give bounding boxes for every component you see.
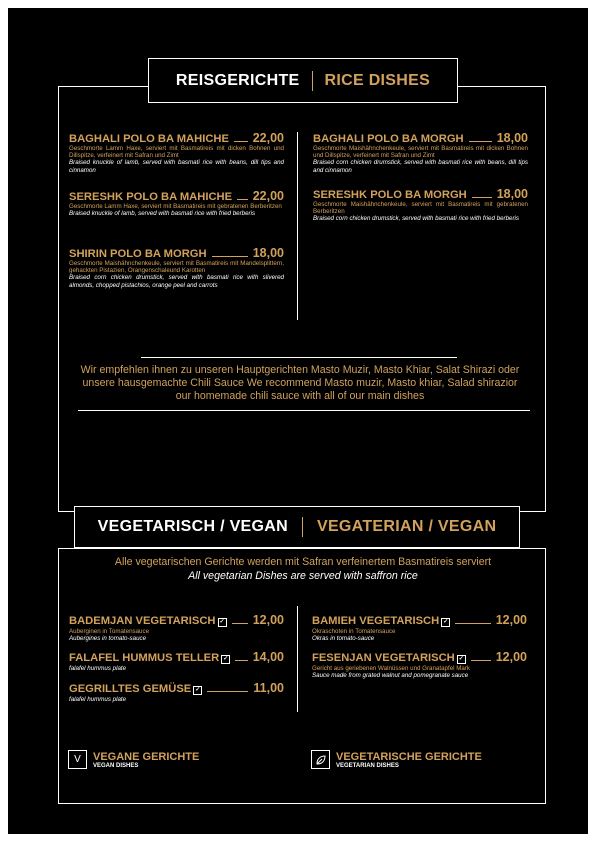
item-desc-en: Sauce made from grated walnut and pomegranate sauce <box>312 672 469 680</box>
menu-item <box>313 187 528 223</box>
vegetarian-check-icon: ✓ <box>223 656 229 662</box>
item-name: FALAFEL HUMMUS TELLER <box>69 652 220 664</box>
item-price: 14,00 <box>252 650 284 664</box>
veg-note-en: All vegetarian Dishes are served with saffron rice <box>188 570 418 582</box>
item-desc-en: Braised knuckle of lamb, served with basmati rice with beans, dill tips and cinnamon <box>69 159 284 174</box>
item-price: 18,00 <box>496 131 528 145</box>
item-name: BAMIEH VEGETARISCH <box>312 615 440 627</box>
vegetarian-check-icon: ✓ <box>458 656 464 662</box>
legend-vegan <box>68 750 199 769</box>
item-desc-en: falafel hummus plate <box>69 665 127 672</box>
legend-vegan-title: VEGANE GERICHTE <box>93 750 200 763</box>
divider <box>78 410 530 411</box>
title-separator <box>302 517 303 537</box>
item-desc-en: Aubergines in tomato-sauce <box>69 635 147 643</box>
rice-banner <box>148 58 458 103</box>
item-desc-en: Braised corn chicken drumstick, served with basmati rice with beans, dill tips and cinnamon <box>313 159 528 174</box>
divider <box>141 357 457 358</box>
item-price: 12,00 <box>252 613 284 627</box>
vegetarian-check-icon: ✓ <box>195 687 201 693</box>
veg-title-en: VEGATERIAN / VEGAN <box>316 518 497 535</box>
rice-title-de: REISGERICHTE <box>175 71 300 89</box>
leaf-icon <box>311 750 330 769</box>
item-desc-de: Auberginen in Tomatensauce <box>69 628 150 635</box>
item-desc-en: Braised knuckle of lamb, served with basmati rice with fried berberis <box>69 210 256 218</box>
item-name: BADEMJAN VEGETARISCH <box>69 615 216 627</box>
menu-item <box>69 650 284 672</box>
veg-banner <box>74 506 520 548</box>
menu-item <box>69 681 284 703</box>
item-name: BAGHALI POLO BA MORGH <box>313 133 464 145</box>
legend-veg-title: VEGETARISCHE GERICHTE <box>336 750 482 763</box>
item-price: 12,00 <box>495 650 527 664</box>
item-desc-en: Okras in tomato-sauce <box>312 635 375 643</box>
menu-page <box>8 8 588 834</box>
item-name: BAGHALI POLO BA MAHICHE <box>69 133 229 145</box>
vegetarian-check-icon: ✓ <box>219 619 225 625</box>
rice-title-en: RICE DISHES <box>324 71 431 89</box>
legend-veg-sub: VEGETARIAN DISHES <box>336 762 399 769</box>
menu-item <box>69 246 284 289</box>
item-price: 12,00 <box>495 613 527 627</box>
item-desc-de: Gericht aus geriebenen Walnüssen und Granatapfel Mark <box>312 665 470 672</box>
item-price: 11,00 <box>253 681 284 695</box>
item-price: 18,00 <box>496 187 528 201</box>
legend-vegetarian <box>311 750 482 769</box>
item-name: SERESHK POLO BA MORGH <box>313 189 467 201</box>
item-desc-de: Geschmorte Lamm Haxe, serviert mit Basmatireis mit gebratenen Berberitzen <box>69 203 282 210</box>
menu-item <box>313 131 528 174</box>
item-price: 22,00 <box>252 131 284 145</box>
menu-item <box>69 131 284 174</box>
item-desc-de: Geschmorte Maishähnchenkeule, serviert mit Basmatireis mit Mandelsplittern, gehackten Pistazien, Orangenschaleund Karotten <box>69 260 284 275</box>
legend-vegan-sub: VEGAN DISHES <box>93 762 139 769</box>
menu-item <box>312 613 527 642</box>
item-desc-en: falafel hummus plate <box>69 696 127 703</box>
item-price: 18,00 <box>252 246 284 260</box>
item-desc-de: Okraschoten in Tomatensauce <box>312 628 396 635</box>
title-separator <box>312 71 313 91</box>
menu-item <box>312 650 527 679</box>
menu-item <box>69 613 284 642</box>
item-desc-en: Braised corn chicken drumstick, served with basmati rice with slivered almonds, chopped pistachios, orange peel and carrots <box>69 274 284 289</box>
vegetarian-check-icon: ✓ <box>443 619 449 625</box>
item-name: SERESHK POLO BA MAHICHE <box>69 191 233 203</box>
item-desc-de: Geschmorte Maishähnchenkeule, serviert mit Basmatireis mit dicken Bohnen und Dillspitze, verfeinert mit Safran und Zimt <box>313 145 528 160</box>
item-desc-en: Braised corn chicken drumstick, served with basmati rice with fried berberis <box>313 215 519 223</box>
veg-title-de: VEGETARISCH / VEGAN <box>97 518 288 535</box>
veg-note-de: Alle vegetarischen Gerichte werden mit Safran verfeinertem Basmatireis serviert <box>114 556 492 568</box>
item-desc-de: Geschmorte Lamm Haxe, serviert mit Basmatireis mit dicken Bohnen und Dillspitze, verfeinert mit Safran und Zimt <box>69 145 284 160</box>
menu-item <box>69 189 284 217</box>
item-desc-de: Geschmorte Maishähnchenkeule, serviert mit Basmatireis mit gebratenen Berberitzen <box>313 201 528 216</box>
item-name: SHIRIN POLO BA MORGH <box>69 248 207 260</box>
item-name: FESENJAN VEGETARISCH <box>312 652 455 664</box>
item-name: GEGRILLTES GEMÜSE <box>69 683 192 695</box>
veg-column-divider <box>297 606 298 712</box>
rice-column-divider <box>297 132 298 320</box>
item-price: 22,00 <box>252 189 284 203</box>
vegan-icon: V <box>68 750 87 769</box>
recommendation-text: Wir empfehlen ihnen zu unseren Hauptgerichten Masto Muzir, Masto Khiar, Salat Shirazi oder unsere hausgemachte Chili Sauce We recommend Masto muzir, Masto khiar, Salad shirazior our homemade chili sauce with all of our main dishes <box>80 364 520 402</box>
